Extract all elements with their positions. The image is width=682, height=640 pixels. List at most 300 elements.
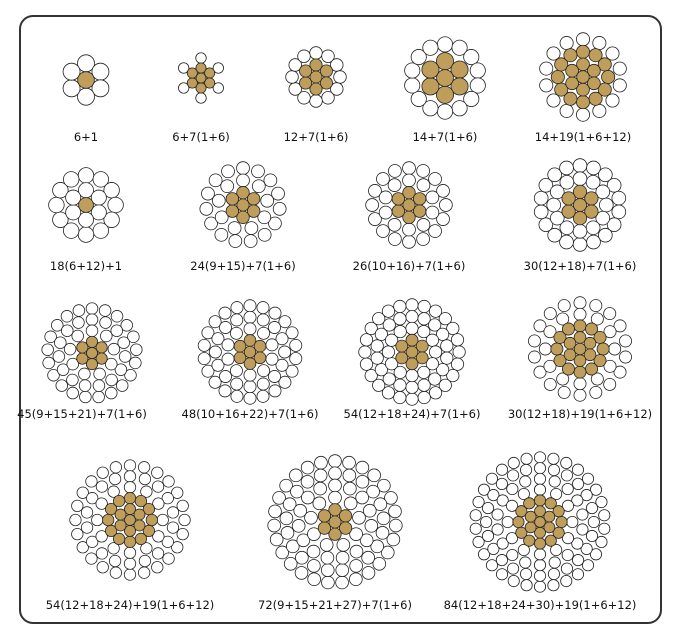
core-wire (125, 515, 136, 526)
outer-wire (411, 91, 426, 106)
core-wire (196, 73, 206, 83)
outer-wire (612, 205, 626, 219)
outer-wire (403, 223, 416, 236)
outer-wire (167, 507, 178, 518)
outer-wire (244, 300, 256, 312)
outer-wire (587, 235, 601, 249)
outer-wire (534, 581, 545, 592)
outer-wire (157, 514, 168, 525)
outer-wire (362, 566, 375, 579)
outer-wire (97, 562, 108, 573)
outer-wire (111, 325, 123, 337)
outer-wire (539, 343, 551, 355)
outer-wire (67, 374, 79, 386)
outer-wire (64, 343, 76, 355)
outer-wire (196, 53, 207, 64)
outer-wire (558, 300, 570, 312)
outer-wire (292, 519, 305, 532)
outer-wire (222, 353, 234, 365)
stranding-label: 26(10+16)+7(1+6) (352, 259, 466, 273)
outer-wire (405, 63, 420, 78)
outer-wire (573, 172, 587, 186)
outer-wire (81, 507, 92, 518)
core-wire (534, 538, 545, 549)
outer-wire (86, 303, 98, 315)
outer-wire (86, 476, 97, 487)
outer-wire (406, 393, 418, 405)
outer-wire (79, 380, 91, 392)
outer-wire (613, 79, 626, 92)
core-wire (551, 343, 563, 355)
outer-wire (582, 560, 593, 571)
core-wire (437, 70, 454, 87)
outer-wire (289, 469, 302, 482)
outer-wire (508, 575, 519, 586)
core-wire (406, 346, 418, 358)
outer-wire (305, 511, 318, 524)
core-wire (535, 517, 546, 528)
outer-wire (619, 335, 631, 347)
outer-wire (329, 491, 342, 504)
outer-wire (496, 569, 507, 580)
core-wire (574, 343, 586, 355)
core-wire (577, 71, 590, 84)
outer-wire (231, 302, 243, 314)
outer-wire (179, 514, 190, 525)
outer-wire (97, 467, 108, 478)
outer-wire (110, 462, 121, 473)
outer-wire (394, 391, 406, 403)
outer-wire (534, 473, 545, 484)
outer-wire (257, 378, 269, 390)
outer-wire (301, 461, 314, 474)
outer-wire (252, 165, 265, 178)
outer-wire (163, 476, 174, 487)
outer-wire (417, 165, 430, 178)
core-wire (451, 61, 468, 78)
outer-wire (268, 321, 280, 333)
outer-wire (266, 339, 278, 351)
core-wire (574, 320, 586, 332)
outer-wire (269, 307, 281, 319)
outer-wire (417, 179, 430, 192)
outer-wire (284, 557, 297, 570)
stranding-label: 12+7(1+6) (283, 130, 349, 144)
outer-wire (561, 457, 572, 468)
conductor-cross-section (359, 299, 466, 406)
outer-wire (138, 567, 149, 578)
conductor-cross-section (268, 455, 402, 589)
outer-wire (377, 512, 390, 525)
outer-wire (362, 551, 375, 564)
outer-wire (574, 297, 586, 309)
stranding-label: 6+1 (73, 130, 99, 144)
core-wire (573, 198, 586, 211)
outer-wire (268, 519, 281, 532)
outer-wire (290, 353, 302, 365)
stranding-label: 30(12+18)+19(1+6+12) (507, 407, 653, 421)
core-wire (576, 45, 589, 58)
conductor-cross-section (405, 37, 486, 119)
outer-wire (86, 553, 97, 564)
outer-wire (528, 335, 540, 347)
outer-wire (561, 563, 572, 574)
outer-wire (322, 91, 335, 104)
outer-wire (507, 549, 518, 560)
outer-wire (61, 310, 73, 322)
outer-wire (92, 514, 103, 525)
outer-wire (406, 369, 418, 381)
outer-wire (49, 197, 65, 213)
outer-wire (321, 551, 334, 564)
outer-wire (547, 94, 560, 107)
outer-wire (561, 575, 572, 586)
outer-wire (139, 555, 150, 566)
outer-wire (406, 310, 418, 322)
outer-wire (429, 225, 442, 238)
outer-wire (567, 516, 578, 527)
outer-wire (560, 104, 573, 117)
core-wire (79, 198, 94, 213)
outer-wire (86, 325, 98, 337)
outer-wire (547, 47, 560, 60)
core-wire (310, 71, 322, 83)
outer-wire (245, 222, 258, 235)
outer-wire (124, 547, 135, 558)
outer-wire (231, 314, 243, 326)
outer-wire (437, 104, 452, 119)
outer-wire (314, 469, 327, 482)
stranding-label: 48(10+16+22)+7(1+6) (181, 407, 319, 421)
outer-wire (298, 50, 311, 63)
core-wire (329, 516, 341, 528)
outer-wire (492, 524, 503, 535)
outer-wire (219, 370, 231, 382)
outer-wire (94, 368, 106, 380)
outer-wire (313, 497, 326, 510)
outer-wire (73, 305, 85, 317)
outer-wire (231, 378, 243, 390)
outer-wire (482, 502, 493, 513)
core-wire (403, 199, 415, 211)
conductor-cross-section (540, 33, 627, 122)
outer-wire (548, 568, 559, 579)
outer-wire (222, 165, 235, 178)
outer-wire (366, 199, 379, 212)
outer-wire (376, 526, 389, 539)
outer-wire (320, 538, 333, 551)
outer-wire (520, 464, 531, 475)
outer-wire (258, 365, 270, 377)
outer-wire (464, 49, 479, 64)
outer-wire (315, 456, 328, 469)
outer-wire (63, 80, 80, 97)
outer-wire (295, 566, 308, 579)
outer-wire (219, 321, 231, 333)
outer-wire (152, 548, 163, 559)
outer-wire (279, 346, 291, 358)
outer-wire (441, 352, 453, 364)
outer-wire (198, 339, 210, 351)
outer-wire (481, 516, 492, 527)
outer-wire (261, 194, 274, 207)
core-wire (551, 70, 564, 83)
conductor-cross-section (200, 162, 286, 248)
outer-wire (558, 386, 570, 398)
outer-wire (549, 476, 560, 487)
outer-wire (66, 190, 81, 205)
outer-wire (492, 509, 503, 520)
outer-wire (78, 168, 94, 184)
outer-wire (329, 467, 342, 480)
stranding-label: 6+7(1+6) (172, 130, 230, 144)
outer-wire (403, 174, 416, 187)
outer-wire (599, 510, 610, 521)
outer-wire (572, 554, 583, 565)
outer-wire (562, 549, 573, 560)
outer-wire (61, 325, 73, 337)
outer-wire (314, 482, 327, 495)
outer-wire (67, 387, 79, 399)
stranding-label: 24(9+15)+7(1+6) (190, 259, 296, 273)
outer-wire (100, 330, 112, 342)
outer-wire (130, 344, 142, 356)
outer-wire (520, 557, 531, 568)
outer-wire (604, 378, 616, 390)
outer-wire (403, 162, 416, 175)
outer-wire (257, 390, 269, 402)
outer-wire (534, 484, 545, 495)
outer-wire (573, 224, 587, 238)
outer-wire (520, 476, 531, 487)
outer-wire (244, 235, 257, 248)
outer-wire (586, 502, 597, 513)
outer-wire (382, 346, 394, 358)
outer-wire (343, 456, 356, 469)
outer-wire (590, 300, 602, 312)
outer-wire (108, 197, 124, 213)
outer-wire (599, 523, 610, 534)
outer-wire (577, 524, 588, 535)
core-wire (422, 61, 439, 78)
outer-wire (507, 483, 518, 494)
outer-wire (496, 464, 507, 475)
outer-wire (295, 551, 308, 564)
outer-wire (588, 516, 599, 527)
conductor-cross-section (42, 303, 142, 403)
outer-wire (548, 580, 559, 591)
outer-wire (599, 198, 613, 212)
outer-wire (321, 564, 334, 577)
core-wire (576, 96, 589, 109)
outer-wire (406, 322, 418, 334)
outer-wire (371, 340, 383, 352)
outer-wire (93, 380, 105, 392)
outer-wire (502, 516, 513, 527)
outer-wire (560, 36, 573, 49)
outer-wire (560, 161, 574, 175)
outer-wire (574, 308, 586, 320)
outer-wire (221, 180, 234, 193)
outer-wire (70, 514, 81, 525)
outer-wire (429, 172, 442, 185)
outer-wire (244, 392, 256, 404)
outer-wire (152, 562, 163, 573)
outer-wire (606, 94, 619, 107)
stranding-label: 84(12+18+24+30)+19(1+6+12) (443, 598, 637, 612)
core-wire (102, 514, 113, 525)
stranding-label: 45(9+15+21)+7(1+6) (17, 407, 147, 421)
outer-wire (334, 71, 347, 84)
outer-wire (534, 463, 545, 474)
conductor-cross-section (528, 297, 631, 402)
outer-wire (365, 519, 378, 532)
outer-wire (360, 334, 372, 346)
conductor-cross-section (286, 47, 347, 108)
outer-wire (534, 205, 548, 219)
outer-wire (163, 553, 174, 564)
outer-wire (281, 526, 294, 539)
outer-wire (561, 470, 572, 481)
outer-wire (576, 108, 589, 121)
outer-wire (576, 33, 589, 46)
core-wire (602, 70, 615, 83)
outer-wire (152, 481, 163, 492)
outer-wire (486, 473, 497, 484)
core-wire (589, 92, 602, 105)
core-wire (86, 347, 97, 358)
outer-wire (43, 357, 55, 369)
outer-wire (486, 560, 497, 571)
outer-wire (388, 165, 401, 178)
core-wire (237, 199, 249, 211)
outer-wire (252, 180, 265, 193)
outer-wire (86, 314, 98, 326)
outer-wire (534, 191, 548, 205)
outer-wire (405, 78, 420, 93)
outer-wire (379, 206, 392, 219)
core-wire (513, 516, 524, 527)
outer-wire (544, 378, 556, 390)
outer-wire (496, 478, 507, 489)
outer-wire (99, 305, 111, 317)
outer-wire (336, 576, 349, 589)
outer-wire (593, 36, 606, 49)
outer-wire (470, 523, 481, 534)
outer-wire (96, 481, 107, 492)
outer-wire (215, 228, 228, 241)
conductor-cross-section (470, 452, 610, 593)
outer-wire (80, 391, 92, 403)
outer-wire (308, 573, 321, 586)
outer-wire (138, 462, 149, 473)
outer-wire (593, 104, 606, 117)
outer-wire (534, 570, 545, 581)
outer-wire (548, 464, 559, 475)
outer-wire (598, 228, 612, 242)
outer-wire (572, 569, 583, 580)
outer-wire (286, 71, 299, 84)
outer-wire (376, 172, 389, 185)
outer-wire (116, 380, 128, 392)
outer-wire (534, 452, 545, 463)
outer-wire (290, 339, 302, 351)
outer-wire (573, 159, 587, 173)
outer-wire (373, 557, 386, 570)
outer-wire (237, 162, 250, 175)
outer-wire (560, 235, 574, 249)
outer-wire (562, 483, 573, 494)
outer-wire (534, 549, 545, 560)
core-wire (135, 533, 146, 544)
outer-wire (528, 351, 540, 363)
outer-wire (212, 194, 225, 207)
outer-wire (139, 473, 150, 484)
outer-wire (609, 343, 621, 355)
core-wire (534, 495, 545, 506)
outer-wire (257, 302, 269, 314)
outer-wire (548, 168, 562, 182)
outer-wire (426, 206, 439, 219)
conductor-cross-section (366, 162, 453, 249)
outer-wire (336, 551, 349, 564)
outer-wire (244, 323, 256, 335)
outer-wire (310, 95, 323, 108)
outer-wire (109, 473, 120, 484)
outer-wire (418, 379, 430, 391)
stranding-label: 30(12+18)+7(1+6) (523, 259, 637, 273)
outer-wire (219, 385, 231, 397)
outer-wire (441, 340, 453, 352)
outer-wire (301, 491, 314, 504)
outer-wire (91, 190, 106, 205)
outer-wire (547, 198, 561, 212)
outer-wire (394, 325, 406, 337)
outer-wire (470, 510, 481, 521)
outer-wire (418, 366, 430, 378)
core-wire (146, 514, 157, 525)
outer-wire (394, 300, 406, 312)
outer-wire (549, 557, 560, 568)
outer-wire (418, 391, 430, 403)
outer-wire (507, 563, 518, 574)
outer-wire (534, 559, 545, 570)
outer-wire (124, 482, 135, 493)
core-wire (585, 363, 597, 375)
outer-wire (451, 358, 463, 370)
outer-wire (356, 475, 369, 488)
stranding-label: 72(9+15+21+27)+7(1+6) (258, 598, 412, 612)
stranding-label: 54(12+18+24)+19(1+6+12) (45, 598, 215, 612)
outer-wire (244, 369, 256, 381)
outer-wire (548, 453, 559, 464)
outer-wire (356, 461, 369, 474)
outer-wire (388, 218, 401, 231)
outer-wire (106, 374, 118, 386)
core-wire (562, 323, 574, 335)
outer-wire (209, 346, 221, 358)
outer-wire (376, 225, 389, 238)
outer-wire (111, 310, 123, 322)
outer-wire (586, 530, 597, 541)
outer-wire (72, 528, 83, 539)
outer-wire (257, 314, 269, 326)
outer-wire (329, 479, 342, 492)
outer-wire (350, 545, 363, 558)
outer-wire (130, 357, 142, 369)
outer-wire (417, 233, 430, 246)
outer-wire (124, 558, 135, 569)
